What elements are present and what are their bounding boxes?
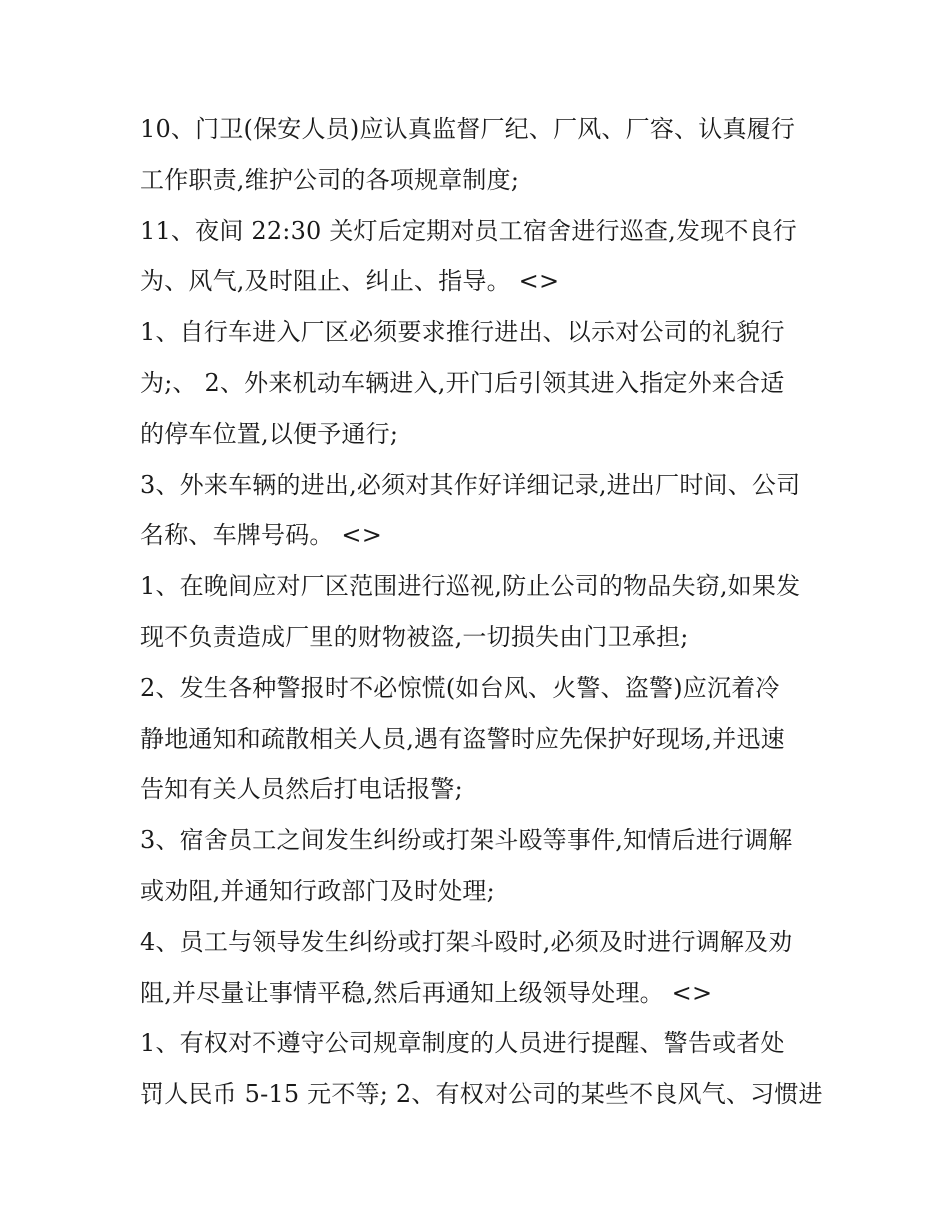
document-body [140,104,830,1120]
text-line: 1、在晚间应对厂区范围进行巡视,防止公司的物品失窃,如果发 [140,572,801,601]
text-line: 静地通知和疏散相关人员,遇有盗警时应先保护好现场,并迅速 [140,724,785,753]
text-line: 10、门卫(保安人员)应认真监督厂纪、厂风、厂容、认真履行 [140,115,796,143]
text-line: 为;、 2、外来机动车辆进入,开门后引领其进入指定外来合适 [140,368,785,397]
text-line: 2、发生各种警报时不必惊慌(如台风、火警、盗警)应沉着冷 [140,673,780,702]
text-line: 1、有权对不遵守公司规章制度的人员进行提醒、警告或者处 [140,1029,785,1058]
text-line: 为、风气,及时阻止、纠止、指导。 <> [140,267,560,296]
text-line: 阻,并尽量让事情平稳,然后再通知上级领导处理。 <> [140,978,713,1007]
text-line: 工作职责,维护公司的各项规章制度; [140,165,520,194]
text-line: 或劝阻,并通知行政部门及时处理; [140,876,495,905]
text-line: 3、宿舍员工之间发生纠纷或打架斗殴等事件,知情后进行调解 [140,826,793,855]
text-line: 罚人民币 5-15 元不等; 2、有权对公司的某些不良风气、习惯进 [140,1080,823,1109]
text-line: 现不负责造成厂里的财物被盗,一切损失由门卫承担; [140,622,689,651]
text-line: 11、夜间 22:30 关灯后定期对员工宿舍进行巡查,发现不良行 [140,216,797,245]
text-line: 3、外来车辆的进出,必须对其作好详细记录,进出厂时间、公司 [140,470,801,499]
text-line: 的停车位置,以便予通行; [140,419,399,448]
text-line: 名称、车牌号码。 <> [140,521,383,550]
text-line: 4、员工与领导发生纠纷或打架斗殴时,必须及时进行调解及劝 [140,927,793,956]
text-line: 告知有关人员然后打电话报警; [140,775,463,804]
text-line: 1、自行车进入厂区必须要求推行进出、以示对公司的礼貌行 [140,318,785,347]
